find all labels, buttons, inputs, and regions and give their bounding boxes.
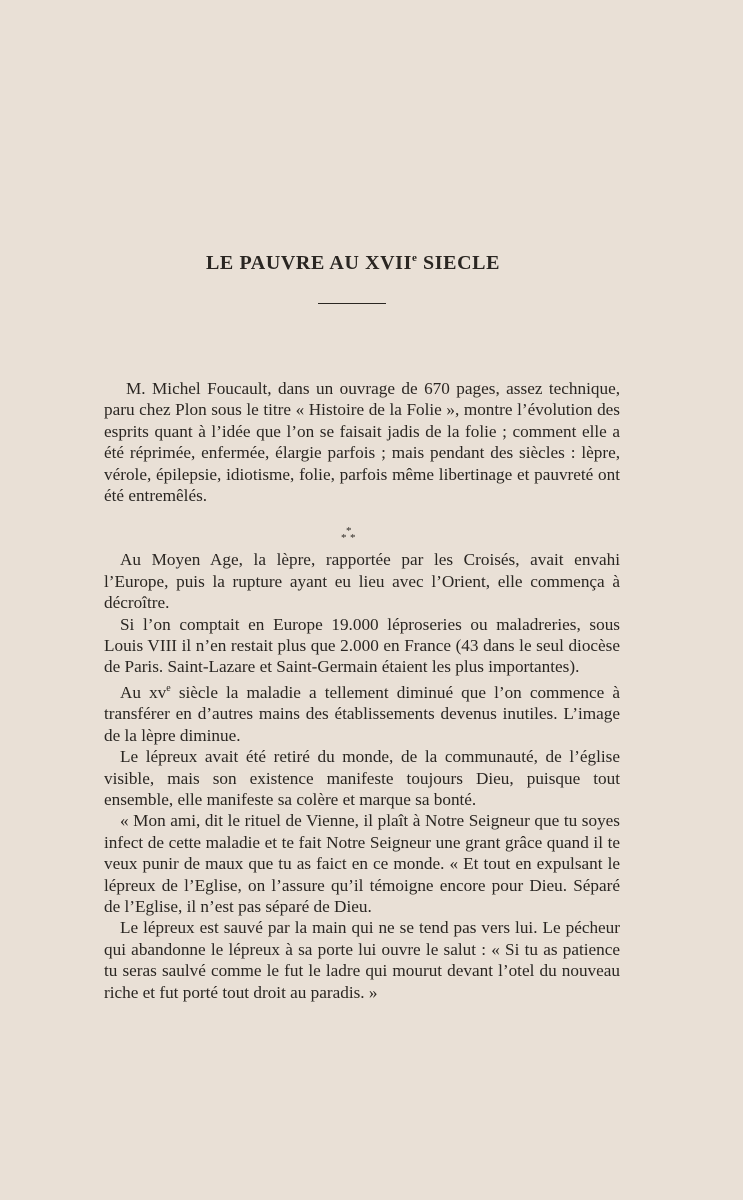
article-body [104,378,620,1003]
paragraph-4: Le lépreux avait été retiré du monde, de la communauté, de l’église visible, mais son existence manifeste toujours Dieu, puisque tout ensemble, elle manifeste sa colère et marque sa bonté. [104,747,620,809]
paragraph-3-prefix: Au xv [120,682,167,702]
paragraph-1: Au Moyen Age, la lèpre, rapportée par les Croisés, avait envahi l’Europe, puis la rupture ayant eu lieu avec l’Orient, elle commença à décroître. [104,550,620,613]
separator-space [104,506,620,549]
title-superscript: e [411,252,418,264]
paragraph-2: Si l’on comptait en Europe 19.000 léproseries ou maladreries, sous Louis VIII il n’en restait plus que 2.000 en France (43 dans le seul diocèse de Paris. Saint-Lazare et Saint-Germain étaient les plus importantes). [104,614,620,677]
asterism-star-right: * [350,532,356,544]
paragraph-5: « Mon ami, dit le rituel de Vienne, il plaît à Notre Seigneur que tu soyes infect de cette maladie et te fait Notre Seigneur une grant grâce quand il te veux punir de maux que tu as faict en ce monde. « Et tout en expulsant le lépreux de l’Eglise, on l’assure qu’il témoigne encore pour Dieu. Séparé de l’Eglise, il n’est pas séparé de Dieu. [104,811,620,916]
asterism-star-left: * [341,532,347,544]
title-divider [318,303,386,304]
title-end: SIECLE [417,252,501,274]
paragraph-3-superscript: e [166,682,171,694]
paragraph-6: Le lépreux est sauvé par la main qui ne se tend pas vers lui. Le pécheur qui abandonne le lépreux à sa porte lui ouvre le salut : « Si tu as patience tu seras saulvé comme le fut le ladre qui mourut devant l’otel du nouveau riche et fut porté tout droit au paradis. » [104,918,620,1002]
paragraph-3 [104,678,620,746]
page-title [0,252,706,275]
asterism-separator [340,526,360,544]
title-main: LE PAUVRE AU XVII [205,252,412,274]
intro-paragraph: M. Michel Foucault, dans un ouvrage de 670 pages, assez technique, paru chez Plon sous le titre « Histoire de la Folie », montre l’évolution des esprits quant à l’idée que l’on se faisait jadis de la folie ; comment elle a été réprimée, enfermée, élargie parfois ; mais pendant des siècles : lèpre, vérole, épilepsie, idiotisme, folie, parfois même libertinage et pauvreté ont été entremêlés. [104,379,620,506]
paragraph-3-text: siècle la maladie a tellement diminué que l’on commence à transférer en d’autres mains des établissements devenus inutiles. L’image de la lèpre diminue. [104,682,620,745]
asterism-star-top: * [346,525,352,537]
